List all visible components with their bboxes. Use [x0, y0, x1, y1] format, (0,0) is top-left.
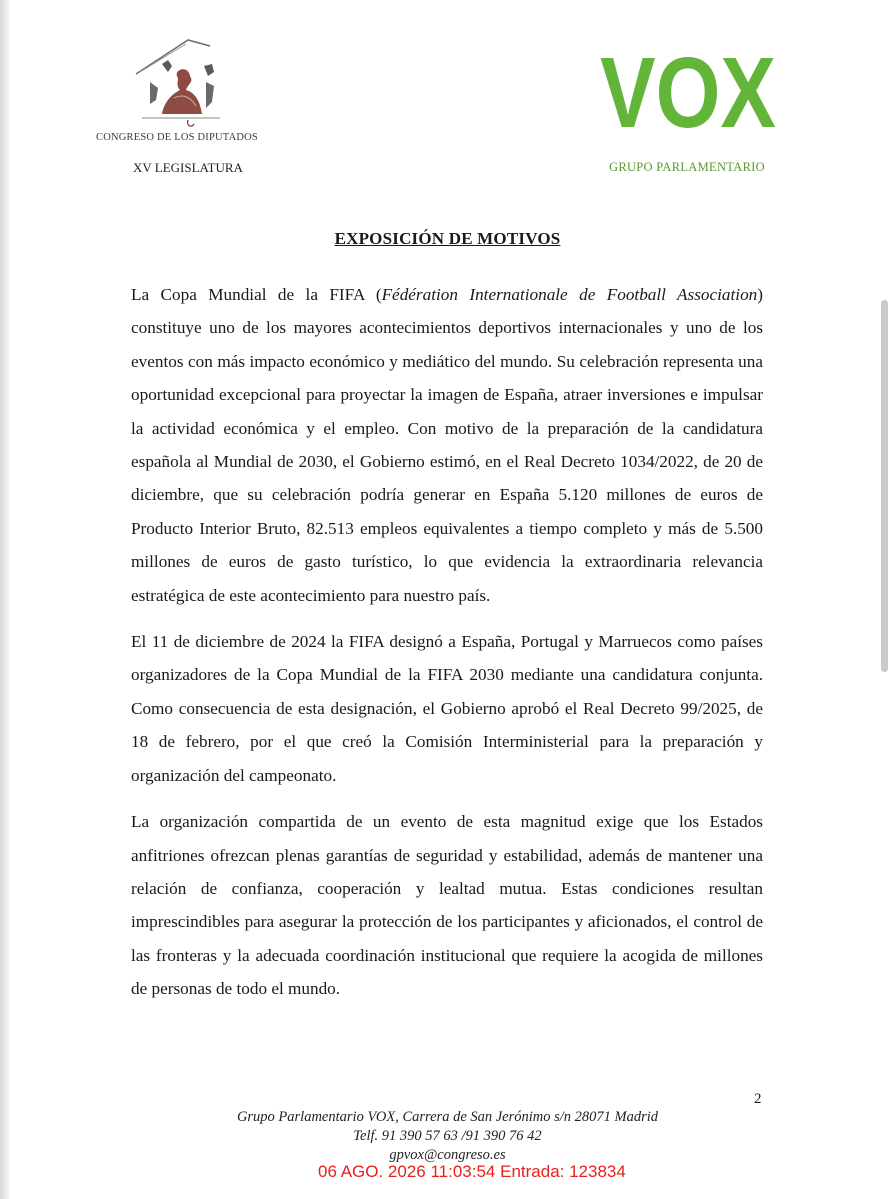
paragraph-3: La organización compartida de un evento de esta magnitud exige que los Estados anfitriones ofrezcan plenas garantías de seguridad y estabilidad, además de mantener una relación de confianza, cooperación y lealtad mutua. Estas condiciones resultan imprescindibles para asegurar la protección de los participantes y aficionados, el control de las fronteras y la adecuada coordinación institucional que requiere la acogida de millones de personas de todo el mundo.	[131, 812, 763, 999]
congreso-emblem-icon	[128, 38, 228, 130]
footer-email: gpvox@congreso.es	[389, 1147, 506, 1163]
vox-logo	[600, 37, 776, 149]
grupo-parlamentario-label: GRUPO PARLAMENTARIO	[609, 160, 765, 174]
body-text	[131, 278, 763, 1019]
paragraph-1-start: La Copa Mundial de la FIFA (	[131, 285, 382, 304]
paragraph-2: El 11 de diciembre de 2024 la FIFA designó a España, Portugal y Marruecos como países organizadores de la Copa Mundial de la FIFA 2030 mediante una candidatura conjunta. Como consecuencia de esta designación, el Gobierno aprobó el Real Decreto 99/2025, de 18 de febrero, por el que creó la Comisión Interministerial para la preparación y organización del campeonato.	[131, 632, 763, 785]
paragraph-1	[131, 278, 763, 612]
scrollbar-thumb[interactable]	[881, 300, 888, 672]
page-edge	[0, 0, 9, 1199]
congreso-name: CONGRESO DE LOS DIPUTADOS	[96, 132, 258, 143]
legislatura-label: XV LEGISLATURA	[133, 160, 243, 175]
document-heading: EXPOSICIÓN DE MOTIVOS	[334, 229, 561, 248]
paragraph-1-rest: ) constituye uno de los mayores acontecimientos deportivos internacionales y uno de los eventos con más impacto económico y mediático del mundo. Su celebración representa una oportunidad excepcional para proyectar la imagen de España, atraer inversiones e impulsar la actividad económica y el empleo. Con motivo de la preparación de la candidatura española al Mundial de 2030, el Gobierno estimó, en el Real Decreto 1034/2022, de 20 de diciembre, que su celebración podría generar en España 5.120 millones de euros de Producto Interior Bruto, 82.513 empleos equivalentes a tiempo completo y más de 5.500 millones de euros de gasto turístico, lo que evidencia la extraordinaria relevancia estratégica de este acontecimiento para nuestro país.	[131, 285, 763, 605]
footer-address: Grupo Parlamentario VOX, Carrera de San Jerónimo s/n 28071 Madrid	[236, 1109, 659, 1125]
footer-phone: Telf. 91 390 57 63 /91 390 76 42	[353, 1128, 542, 1144]
fifa-full-name: Fédération Internationale de Football Association	[381, 285, 758, 304]
footer	[0, 1108, 895, 1165]
registry-stamp: 06 AGO. 2026 11:03:54 Entrada: 123834	[318, 1162, 626, 1181]
vox-logo-text: VOX	[600, 37, 776, 149]
page-number: 2	[754, 1091, 762, 1107]
